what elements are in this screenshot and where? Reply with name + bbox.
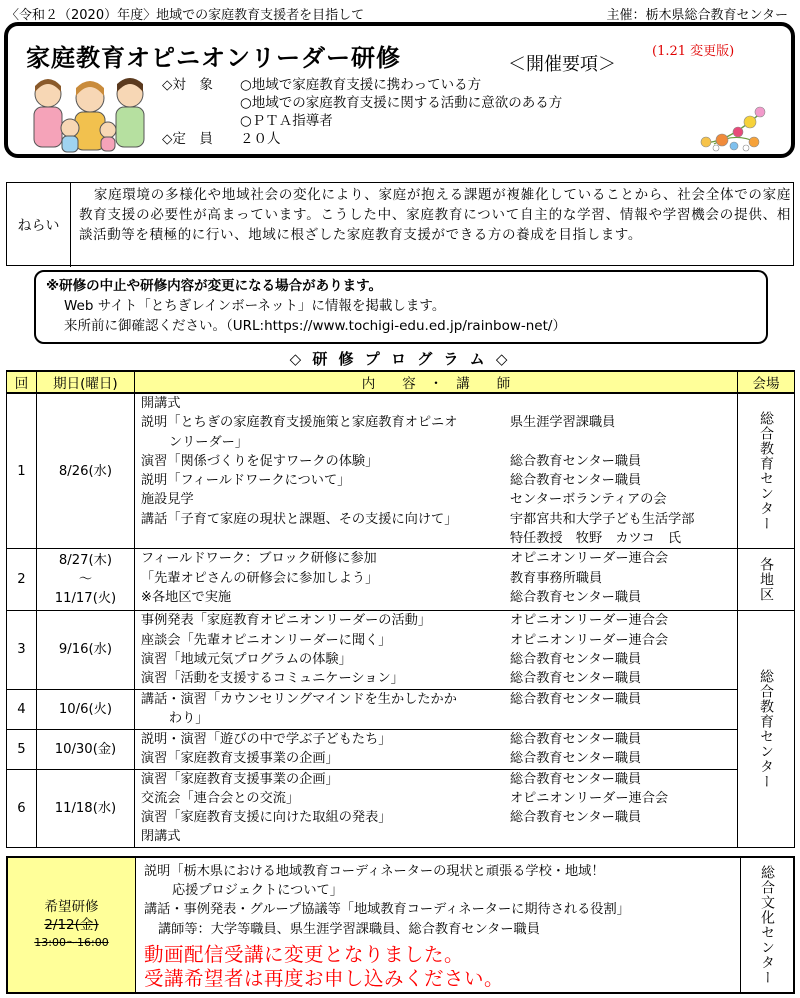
session-content: 演習「家庭教育支援事業の企画」 交流会「連合会との交流」 演習「家庭教育支援に向けた取組の発表」 閉講式 [134,769,505,847]
target-info [162,76,562,148]
table-row [7,549,795,611]
session-venue: 総合教育センター [738,393,795,549]
flower-decoration-icon [694,102,768,154]
aim-text: 家庭環境の多様化や地域社会の変化により、家庭が抱える課題が複雑化していることから、社会全体での家庭教育支援の必要性が高まっています。こうした中、家庭教育について自主的な学習、情報や学習機会の提供、相談活動等を積極的に行い、地域に根ざした家庭教育支援ができる方の養成を目指します。 [79,187,791,243]
change-notice: 動画配信受講に変更となりました。 受講希望者は再度お申し込みください。 [144,942,505,990]
optional-line-1: 説明「栃木県における地域教育コーディネーターの現状と頑張る学校・地域！ [144,864,605,879]
table-row [7,611,795,689]
session-no: 4 [7,689,37,729]
capacity-value: ２０人 [240,131,281,147]
optional-training-date: 2/12(金) [44,917,99,933]
aim-section [6,182,794,266]
header-organizer: 主催：栃木県総合教育センター [606,8,788,23]
session-no: 2 [7,549,37,611]
session-venue: 各地区 [738,549,795,611]
optional-training-box [6,856,795,994]
family-illustration-icon [20,74,160,156]
session-lecturer: 総合教育センター職員 [506,689,738,729]
header-left: 〈令和２（2020）年度〉地域での家庭教育支援者を目指して [6,8,365,23]
table-header [7,371,795,393]
session-date: 11/18(水) [36,769,134,847]
page-title: 家庭教育オピニオンリーダー研修 [26,44,401,72]
optional-training-content [144,862,734,991]
table-row [7,769,795,847]
session-date: 8/26(水) [36,393,134,549]
session-date: 10/6(火) [36,689,134,729]
session-date: 9/16(水) [36,611,134,689]
program-table [6,370,795,848]
header-bar [6,2,796,22]
optional-line-4: 講師等：大学等職員、県生涯学習課職員、総合教育センター職員 [158,921,540,937]
session-lecturer: オピニオンリーダー連合会 教育事務所職員 総合教育センター職員 [506,549,738,611]
target-label: ◇対 象 [162,77,213,93]
program-title: ◇ 研 修 プ ロ グ ラ ム ◇ [289,350,511,368]
table-row [7,393,795,549]
header-venue: 会場 [738,371,795,393]
page-subtitle: ＜開催要項＞ [508,54,616,75]
session-date: 10/30(金) [36,729,134,769]
session-lecturer: 総合教育センター職員 総合教育センター職員 [506,729,738,769]
session-no: 5 [7,729,37,769]
header-content: 内 容 ・ 講 師 [134,371,737,393]
session-lecturer: オピニオンリーダー連合会 オピニオンリーダー連合会 総合教育センター職員 総合教育センター職員 [506,611,738,689]
session-lecturer: 総合教育センター職員 オピニオンリーダー連合会 総合教育センター職員 [506,769,738,847]
table-row [7,689,795,729]
session-content: 説明・演習「遊びの中で学ぶ子どもたち」 演習「家庭教育支援事業の企画」 [134,729,505,769]
table-row [7,729,795,769]
session-content: 事例発表「家庭教育オピニオンリーダーの活動」 座談会「先輩オピニオンリーダーに聞く」 演習「地域元気プログラムの体験」 演習「活動を支援するコミュニケーション」 [134,611,505,689]
session-no: 1 [7,393,37,549]
notice-website: Web サイト「とちぎレインボーネット」に情報を掲載します。 [64,298,446,314]
header-no: 回 [7,371,37,393]
session-lecturer: 県生涯学習課職員 総合教育センター職員 総合教育センター職員 センターボランティアの会 宇都宮共和大学子ども生活学部 特任教授 牧野 カツコ 氏 [506,393,738,549]
session-content: 講話・演習「カウンセリングマインドを生かしたかか わり」 [134,689,505,729]
session-content: 開講式 説明「とちぎの家庭教育支援施策と家庭教育オピニオ ンリーダー」 演習「関係づくりを促すワークの体験」 説明「フィールドワークについて」 施設見学 講話「子育て家庭の現状と課題、その支援に向けて」 [134,393,505,549]
session-date: 8/27(木) ～ 11/17(火) [36,549,134,611]
title-box [4,22,795,158]
notice-warning: ※研修の中止や研修内容が変更になる場合があります。 [46,278,383,294]
capacity-label: ◇定 員 [162,131,213,147]
optional-line-2: 応援プロジェクトについて」 [172,883,343,899]
optional-training-time: 13:00～16:00 [34,936,109,949]
notice-url[interactable]: 来所前に御確認ください。（URL:https://www.tochigi-edu.ed.jp/rainbow-net/） [64,318,566,334]
session-content: フィールドワーク：ブロック研修に参加 「先輩オピさんの研修会に参加しよう」 ※各地区で実施 [134,549,505,611]
optional-line-3: 講話・事例発表・グループ協議等「地域教育コーディネーターに期待される役割」 [144,902,630,918]
optional-training-label: 希望研修 [44,899,99,915]
session-no: 3 [7,611,37,689]
session-venue: 総合教育センター [738,611,795,847]
notice-box [34,270,768,344]
version-note: (1.21 変更版) [652,44,735,59]
session-no: 6 [7,769,37,847]
aim-label: ねらい [7,183,71,267]
target-1: ○地域で家庭教育支援に携わっている方 [240,77,482,93]
optional-training-venue: 総合文化センター [740,858,793,992]
header-date: 期日(曜日) [36,371,134,393]
target-2: ○地域での家庭教育支援に関する活動に意欲のある方 [240,95,563,111]
optional-training-label-cell [8,858,136,992]
target-3: ○ＰＴＡ指導者 [240,113,333,129]
